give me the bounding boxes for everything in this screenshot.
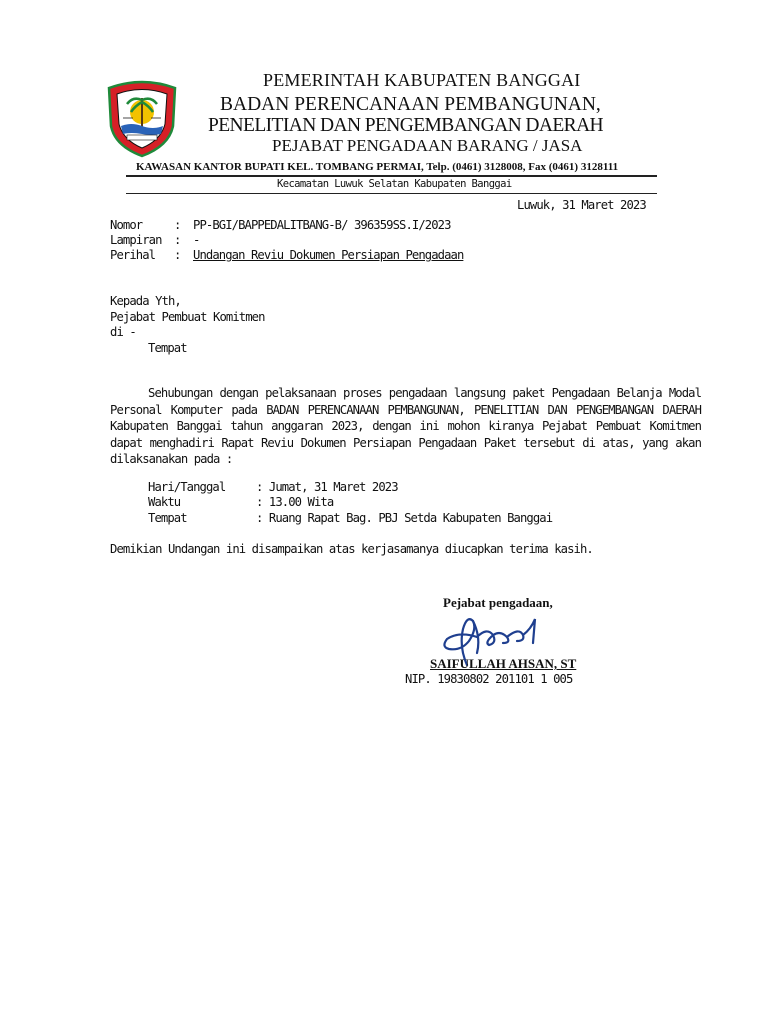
recipient-place: Tempat (148, 341, 187, 355)
recipient-di: di - (110, 325, 136, 339)
letterhead-office: PEJABAT PENGADAAN BARANG / JASA (272, 136, 583, 155)
lampiran-label: Lampiran (110, 233, 162, 247)
letterhead-divider-bottom (126, 193, 657, 194)
letterhead-agency-line2: PENELITIAN DAN PENGEMBANGAN DAERAH (208, 115, 604, 136)
nomor-colon: : (174, 218, 181, 232)
schedule-time-value: : 13.00 Wita (256, 495, 334, 509)
letterhead-government: PEMERINTAH KABUPATEN BANGGAI (263, 70, 581, 90)
recipient-name: Pejabat Pembuat Komitmen (110, 310, 265, 324)
perihal-value: Undangan Reviu Dokumen Persiapan Pengadaan (193, 248, 464, 262)
signatory-nip: NIP. 19830802 201101 1 005 (405, 672, 573, 686)
schedule-day-value: : Jumat, 31 Maret 2023 (256, 480, 398, 494)
letter-date: Luwuk, 31 Maret 2023 (517, 198, 646, 212)
schedule-time-label: Waktu (148, 495, 181, 509)
nomor-label: Nomor (110, 218, 143, 232)
signatory-name: SAIFULLAH AHSAN, ST (430, 656, 577, 671)
perihal-label: Perihal (110, 248, 156, 262)
letterhead-district: Kecamatan Luwuk Selatan Kabupaten Banggai (277, 178, 512, 190)
perihal-colon: : (174, 248, 181, 262)
letterhead-divider (126, 175, 657, 177)
schedule-place-value: : Ruang Rapat Bag. PBJ Setda Kabupaten Banggai (256, 511, 553, 525)
signature-title: Pejabat pengadaan, (443, 595, 553, 610)
lampiran-colon: : (174, 233, 181, 247)
closing-sentence: Demikian Undangan ini disampaikan atas kerjasamanya diucapkan terima kasih. (110, 542, 593, 556)
schedule-place-label: Tempat (148, 511, 187, 525)
letterhead-agency-line1: BADAN PERENCANAAN PEMBANGUNAN, (220, 94, 601, 115)
lampiran-value: - (193, 233, 200, 247)
letterhead-address: KAWASAN KANTOR BUPATI KEL. TOMBANG PERMAI, Telp. (0461) 3128008, Fax (0461) 3128111 (136, 161, 619, 173)
recipient-greeting: Kepada Yth, (110, 294, 181, 308)
nomor-value: PP-BGI/BAPPEDALITBANG-B/ 396359SS.I/2023 (193, 218, 451, 232)
kabupaten-banggai-emblem (105, 78, 179, 158)
body-paragraph: Sehubungan dengan pelaksanaan proses pengadaan langsung paket Pengadaan Belanja Modal Personal Komputer pada BADAN PERENCANAAN PEMBANGUNAN, PENELITIAN DAN PENGEMBANGAN DAERAH Kabupaten Banggai tahun anggaran 2023, dengan ini mohon kiranya Pejabat Pembuat Komitmen dapat menghadiri Rapat Reviu Dokumen Persiapan Pengadaan Paket tersebut di atas, yang akan dilaksanakan pada : (110, 386, 701, 466)
schedule-day-label: Hari/Tanggal (148, 480, 226, 494)
